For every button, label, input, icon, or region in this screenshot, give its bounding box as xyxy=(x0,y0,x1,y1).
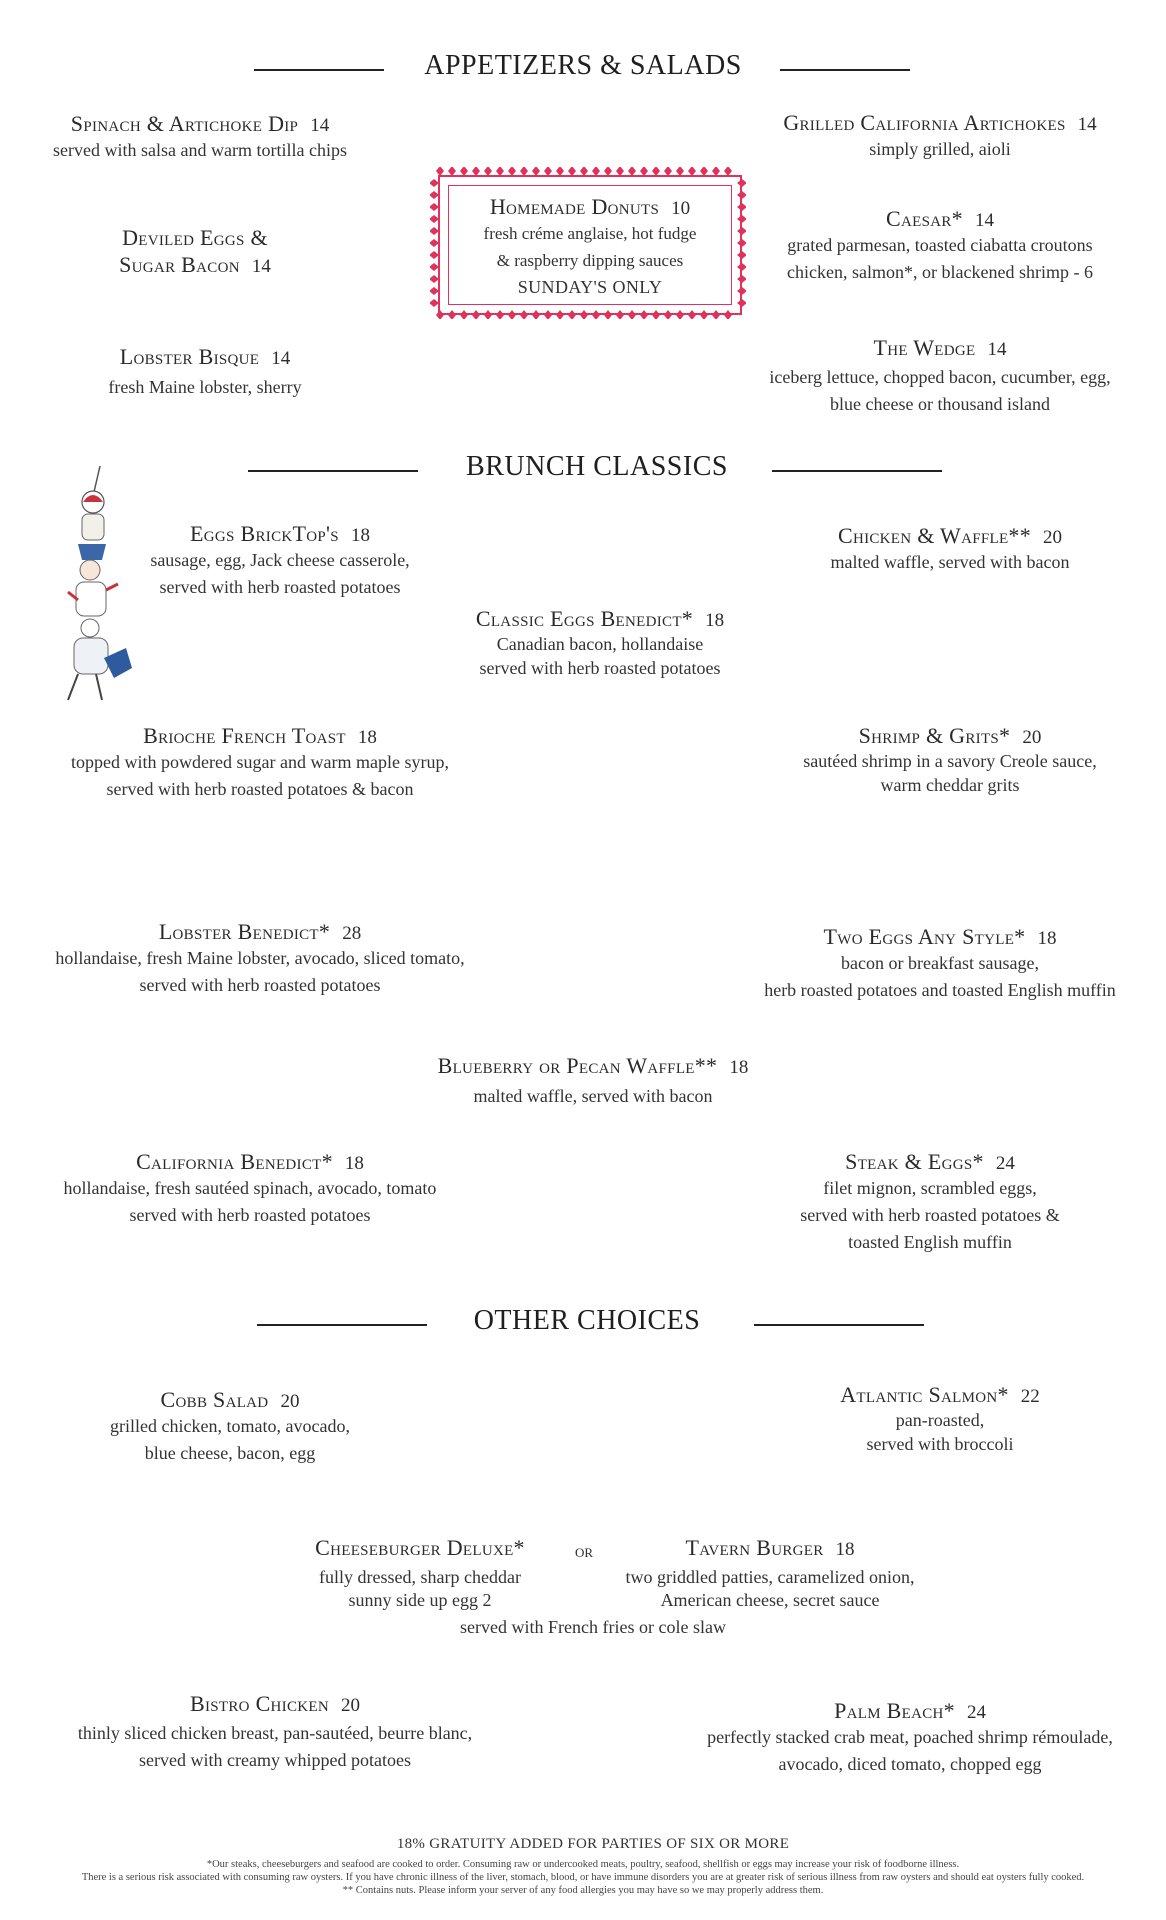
item-price: 18 xyxy=(1037,928,1057,949)
menu-item-chicken-waffle xyxy=(760,522,1140,576)
item-desc: American cheese, secret sauce xyxy=(660,1590,880,1610)
item-name: Tavern Burger xyxy=(685,1535,824,1560)
item-name: Lobster Bisque xyxy=(119,344,260,369)
item-desc: grilled chicken, tomato, avocado, xyxy=(110,1416,350,1436)
item-desc: chicken, salmon*, or blackened shrimp - 6 xyxy=(787,262,1093,282)
item-name: Two Eggs Any Style* xyxy=(823,924,1026,949)
item-desc: simply grilled, aioli xyxy=(869,139,1011,159)
item-price: 14 xyxy=(987,339,1007,360)
item-name: Grilled California Artichokes xyxy=(783,110,1066,135)
item-name: Sugar Bacon xyxy=(119,252,240,277)
item-price: 18 xyxy=(835,1539,855,1560)
item-desc: sautéed shrimp in a savory Creole sauce, xyxy=(803,751,1097,771)
item-name: Caesar* xyxy=(886,206,963,231)
item-desc: bacon or breakfast sausage, xyxy=(841,953,1039,973)
menu-item-lobster-bisque xyxy=(60,343,350,401)
item-price: 20 xyxy=(341,1695,361,1716)
item-price: 18 xyxy=(729,1057,749,1078)
footer-disclaimer-2: There is a serious risk associated with consuming raw oysters. If you have chronic illness of the liver, stomach, blood, or have immune disorders you are at greater risk of serious illness from raw oysters and should eat oysters fully cooked. xyxy=(81,1872,1085,1883)
item-name: Cheeseburger Deluxe* xyxy=(315,1535,525,1560)
menu-item-deviled-eggs xyxy=(60,224,330,278)
menu-item-blueberry-waffle xyxy=(383,1052,803,1110)
footer-disclaimer-3: ** Contains nuts. Please inform your server of any food allergies you may have so we may properly address them. xyxy=(342,1885,824,1896)
section-title-brunch: BRUNCH CLASSICS xyxy=(466,451,728,482)
item-name: Deviled Eggs & xyxy=(122,225,268,250)
item-price: 22 xyxy=(1020,1386,1040,1407)
menu-item-shrimp-grits xyxy=(760,722,1140,797)
item-desc: thinly sliced chicken breast, pan-sautéed, beurre blanc, xyxy=(77,1723,473,1743)
item-desc: herb roasted potatoes and toasted English muffin xyxy=(764,980,1116,1000)
item-desc: perfectly stacked crab meat, poached shrimp rémoulade, xyxy=(707,1727,1113,1747)
item-price: 10 xyxy=(671,198,691,219)
item-name: Cobb Salad xyxy=(160,1387,269,1412)
item-price: 14 xyxy=(251,256,271,277)
item-name: Blueberry or Pecan Waffle** xyxy=(437,1053,718,1078)
item-desc: blue cheese, bacon, egg xyxy=(144,1443,316,1463)
menu-item-california-benedict xyxy=(30,1148,470,1229)
item-price: 20 xyxy=(1043,527,1063,548)
menu-item-classic-benedict xyxy=(420,605,780,680)
item-name: Steak & Eggs* xyxy=(845,1149,984,1174)
item-name: Atlantic Salmon* xyxy=(840,1382,1009,1407)
item-desc: fresh Maine lobster, sherry xyxy=(108,377,302,397)
item-name: Homemade Donuts xyxy=(489,194,660,219)
menu-item-caesar xyxy=(760,205,1120,286)
item-price: 20 xyxy=(280,1391,300,1412)
item-name: Palm Beach* xyxy=(834,1698,955,1723)
menu-item-two-eggs xyxy=(730,923,1150,1004)
item-desc: hollandaise, fresh sautéed spinach, avocado, tomato xyxy=(63,1178,437,1198)
item-desc: toasted English muffin xyxy=(848,1232,1012,1252)
item-price: 14 xyxy=(1077,114,1097,135)
item-desc: sunny side up egg 2 xyxy=(348,1590,492,1610)
item-price: 18 xyxy=(344,1153,364,1174)
item-desc: served with broccoli xyxy=(866,1434,1014,1454)
section-title-appetizers: APPETIZERS & SALADS xyxy=(424,50,742,81)
item-price: 18 xyxy=(705,610,725,631)
item-price: 14 xyxy=(974,210,994,231)
item-desc: fully dressed, sharp cheddar xyxy=(319,1567,521,1587)
menu-item-atlantic-salmon xyxy=(760,1381,1120,1456)
item-desc: malted waffle, served with bacon xyxy=(473,1086,713,1106)
item-price: 18 xyxy=(357,727,377,748)
item-desc: avocado, diced tomato, chopped egg xyxy=(778,1754,1042,1774)
item-name: Shrimp & Grits* xyxy=(858,723,1011,748)
item-price: 24 xyxy=(995,1153,1015,1174)
item-desc: blue cheese or thousand island xyxy=(830,394,1050,414)
item-desc: served with herb roasted potatoes xyxy=(139,975,381,995)
item-desc: fresh créme anglaise, hot fudge xyxy=(483,224,697,243)
menu-item-cheeseburger-deluxe xyxy=(270,1534,570,1612)
menu-item-bistro-chicken xyxy=(30,1690,520,1774)
item-price: 18 xyxy=(350,525,370,546)
footer-disclaimer-1: *Our steaks, cheeseburgers and seafood are cooked to order. Consuming raw or undercooked meats, poultry, seafood, shellfish or eggs may increase your risk of foodborne illness. xyxy=(206,1859,960,1870)
item-desc: malted waffle, served with bacon xyxy=(830,552,1070,572)
menu-item-the-wedge xyxy=(740,334,1140,418)
item-desc: warm cheddar grits xyxy=(880,775,1020,795)
item-desc: served with creamy whipped potatoes xyxy=(139,1750,411,1770)
item-price: 14 xyxy=(271,348,291,369)
item-desc: topped with powdered sugar and warm maple syrup, xyxy=(71,752,449,772)
menu-item-tavern-burger xyxy=(600,1534,940,1612)
menu-item-steak-eggs xyxy=(740,1148,1120,1256)
item-name: Chicken & Waffle** xyxy=(837,523,1032,548)
donut-note: SUNDAY'S ONLY xyxy=(517,277,663,297)
item-desc: served with herb roasted potatoes xyxy=(159,577,401,597)
item-name: California Benedict* xyxy=(136,1149,333,1174)
menu-item-spinach-dip xyxy=(20,110,380,164)
menu-item-eggs-bricktops xyxy=(110,520,450,601)
or-separator: or xyxy=(575,1541,594,1561)
item-desc: pan-roasted, xyxy=(895,1410,985,1430)
donut-border-pattern xyxy=(430,167,746,319)
menu-item-french-toast xyxy=(30,722,490,803)
item-desc: & raspberry dipping sauces xyxy=(496,251,684,270)
item-price: 24 xyxy=(966,1702,986,1723)
item-desc: sausage, egg, Jack cheese casserole, xyxy=(150,550,410,570)
item-desc: served with herb roasted potatoes xyxy=(129,1205,371,1225)
item-desc: two griddled patties, caramelized onion, xyxy=(625,1567,915,1587)
menu-item-lobster-benedict xyxy=(20,918,500,999)
item-desc: filet mignon, scrambled eggs, xyxy=(823,1178,1037,1198)
item-name: Bistro Chicken xyxy=(189,1691,330,1716)
item-name: Lobster Benedict* xyxy=(158,919,331,944)
item-desc: served with herb roasted potatoes & xyxy=(800,1205,1060,1225)
item-price: 28 xyxy=(342,923,362,944)
item-name: The Wedge xyxy=(873,335,976,360)
menu-item-grilled-artichokes xyxy=(760,109,1120,163)
item-price: 20 xyxy=(1022,727,1042,748)
section-title-other: OTHER CHOICES xyxy=(473,1305,701,1336)
item-desc: iceberg lettuce, chopped bacon, cucumber, egg, xyxy=(769,367,1111,387)
menu-item-palm-beach xyxy=(670,1697,1150,1778)
item-name: Spinach & Artichoke Dip xyxy=(70,111,299,136)
gratuity-note: 18% GRATUITY ADDED FOR PARTIES OF SIX OR MORE xyxy=(396,1836,790,1852)
item-price: 14 xyxy=(310,115,330,136)
item-desc: served with herb roasted potatoes xyxy=(479,658,721,678)
burger-side-note: served with French fries or cole slaw xyxy=(460,1617,726,1637)
item-desc: Canadian bacon, hollandaise xyxy=(496,634,704,654)
item-name: Eggs BrickTop's xyxy=(190,521,339,546)
item-desc: served with salsa and warm tortilla chips xyxy=(53,140,347,160)
item-name: Classic Eggs Benedict* xyxy=(475,606,694,631)
item-desc: grated parmesan, toasted ciabatta croutons xyxy=(787,235,1093,255)
item-name: Brioche French Toast xyxy=(143,723,346,748)
menu-item-cobb-salad xyxy=(60,1386,400,1467)
item-desc: served with herb roasted potatoes & bacon xyxy=(106,779,414,799)
item-desc: hollandaise, fresh Maine lobster, avocado, sliced tomato, xyxy=(55,948,465,968)
